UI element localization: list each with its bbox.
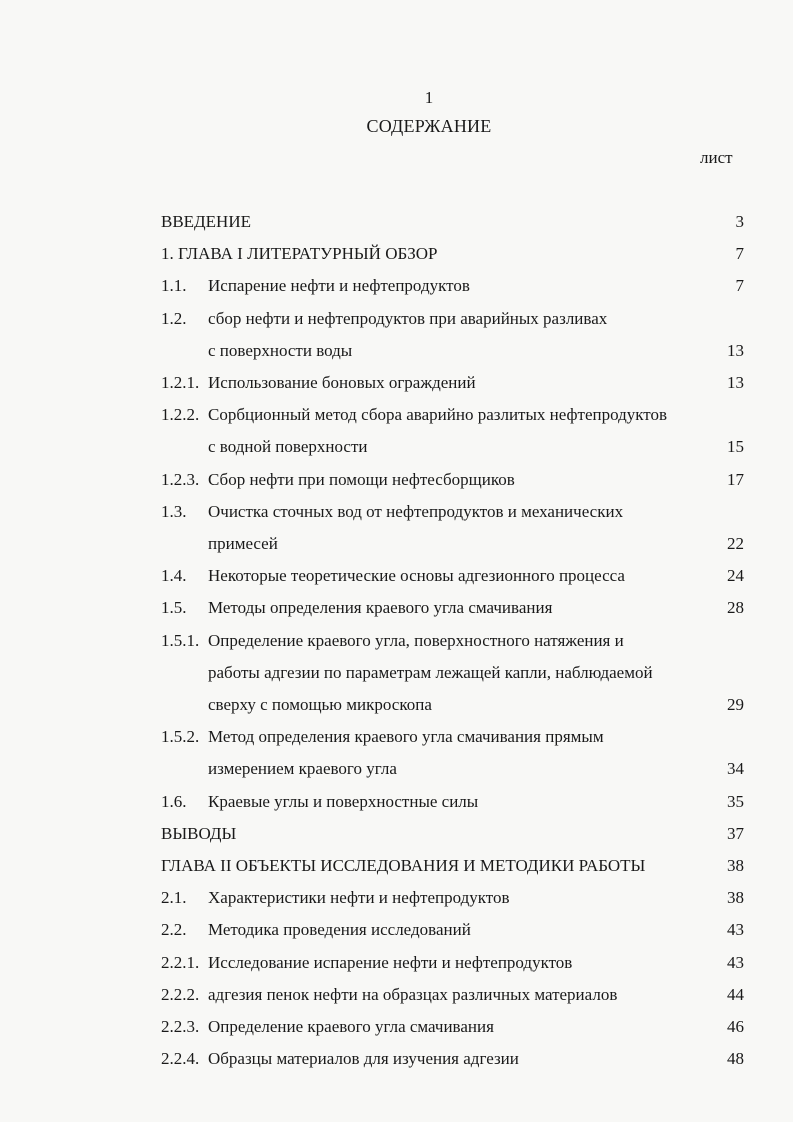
toc-entry-text: 1. ГЛАВА I ЛИТЕРАТУРНЫЙ ОБЗОР (161, 244, 438, 264)
toc-entry-number: 1.2. (161, 308, 187, 328)
toc-entry-page: 3 (735, 212, 744, 231)
page-number: 1 (424, 88, 434, 107)
toc-entry-text: Методы определения краевого угла смачивания (208, 598, 553, 618)
toc-entry-page: 37 (727, 823, 744, 843)
toc-entry-line (161, 918, 471, 942)
toc-entry-line (208, 693, 432, 717)
toc-entry-text: сверху с помощью микроскопа (208, 695, 432, 714)
toc-entry-line (161, 403, 667, 427)
toc-entry-page: 13 (727, 340, 744, 360)
toc-entry-page: 35 (727, 791, 744, 811)
toc-entry-number: 1.5.2. (161, 727, 200, 747)
toc-entry-text: ГЛАВА II ОБЪЕКТЫ ИССЛЕДОВАНИЯ И МЕТОДИКИ РАБОТЫ (161, 856, 646, 875)
toc-entry-text: Методика проведения исследований (208, 920, 471, 940)
toc-entry-line (161, 790, 478, 814)
toc-entry-page: 24 (727, 566, 744, 586)
toc-entry-number: 2.2.4. (161, 1049, 200, 1069)
toc-entry-line (208, 757, 397, 781)
toc-entry-text: Сорбционный метод сбора аварийно разлитых нефтепродуктов (208, 405, 668, 425)
toc-entry-text: измерением краевого угла (208, 759, 397, 779)
toc-entry-line (208, 435, 367, 459)
toc-entry-line (161, 629, 624, 653)
toc-entry-line (161, 242, 438, 266)
toc-entry-page: 38 (727, 856, 744, 875)
toc-entry-text: работы адгезии по параметрам лежащей капли, наблюдаемой (208, 662, 653, 682)
toc-entry-page: 28 (727, 598, 744, 618)
toc-entry-line (208, 661, 653, 685)
toc-entry-number: 2.2.2. (161, 984, 200, 1004)
toc-entry-line (161, 500, 623, 524)
toc-entry-line (161, 886, 510, 910)
page-title: СОДЕРЖАНИЕ (366, 116, 492, 136)
toc-entry-text: ВЫВОДЫ (161, 823, 237, 843)
toc-entry-line (161, 1015, 494, 1039)
toc-entry-text: Краевые углы и поверхностные силы (208, 791, 479, 811)
toc-entry-number: 1.1. (161, 276, 187, 296)
toc-entry-text: примесей (208, 534, 278, 553)
toc-entry-page: 44 (727, 984, 744, 1004)
toc-entry-number: 1.4. (161, 566, 187, 586)
toc-entry-page: 46 (727, 1017, 744, 1036)
toc-entry-line (208, 532, 278, 556)
toc-entry-text: Испарение нефти и нефтепродуктов (208, 276, 470, 296)
toc-entry-page: 29 (727, 695, 744, 714)
toc-entry-line (161, 274, 470, 298)
toc-entry-number: 2.1. (161, 888, 187, 908)
toc-entry-number: 1.2.1. (161, 373, 200, 392)
toc-entry-number: 2.2. (161, 920, 187, 940)
toc-entry-number: 1.2.2. (161, 405, 200, 425)
toc-entry-page: 7 (735, 244, 744, 264)
toc-entry-text: Очистка сточных вод от нефтепродуктов и механических (208, 501, 624, 521)
toc-entry-text: с водной поверхности (208, 437, 368, 457)
toc-entry-text: Метод определения краевого угла смачивания прямым (208, 727, 604, 747)
toc-entry-text: Использование боновых ограждений (208, 373, 476, 392)
toc-entry-number: 2.2.1. (161, 952, 200, 972)
toc-entry-page: 22 (727, 534, 744, 553)
toc-entry-line (161, 210, 251, 234)
toc-entry-text: ВВЕДЕНИЕ (161, 212, 251, 231)
toc-entry-number: 1.3. (161, 501, 187, 521)
toc-entry-text: Некоторые теоретические основы адгезионного процесса (208, 566, 625, 586)
toc-entry-text: Сбор нефти при помощи нефтесборщиков (208, 469, 515, 489)
toc-entry-line (161, 468, 515, 492)
toc-entry-number: 1.2.3. (161, 469, 200, 489)
toc-entry-line (208, 339, 352, 363)
toc-entry-line (161, 307, 607, 331)
toc-entry-text: Исследование испарение нефти и нефтепродуктов (208, 952, 573, 972)
toc-entry-line (161, 371, 476, 395)
toc-entry-line (161, 596, 552, 620)
toc-entry-text: Характеристики нефти и нефтепродуктов (208, 888, 510, 908)
toc-entry-page: 43 (727, 952, 744, 972)
toc-entry-page: 13 (727, 373, 744, 392)
toc-entry-number: 1.6. (161, 791, 187, 811)
toc-entry-line (161, 822, 236, 846)
toc-entry-number: 1.5.1. (161, 630, 200, 650)
toc-entry-line (161, 983, 617, 1007)
toc-entry-text: Образцы материалов для изучения адгезии (208, 1049, 519, 1069)
toc-entry-page: 48 (727, 1049, 744, 1069)
toc-entry-text: сбор нефти и нефтепродуктов при аварийных разливах (208, 308, 608, 328)
toc-entry-number: 2.2.3. (161, 1017, 200, 1036)
toc-entry-line (161, 564, 625, 588)
toc-entry-page: 43 (727, 920, 744, 940)
toc-entry-line (161, 854, 645, 878)
toc-entry-page: 15 (727, 437, 744, 457)
sheet-column-label: лист (700, 148, 733, 167)
toc-entry-text: Определение краевого угла смачивания (208, 1017, 494, 1036)
toc-entry-page: 7 (735, 276, 744, 296)
toc-entry-line (161, 1047, 519, 1071)
toc-entry-text: Определение краевого угла, поверхностного натяжения и (208, 630, 624, 650)
toc-entry-line (161, 951, 572, 975)
toc-entry-text: с поверхности воды (208, 340, 353, 360)
toc-entry-text: адгезия пенок нефти на образцах различных материалов (208, 984, 618, 1004)
toc-entry-number: 1.5. (161, 598, 187, 618)
toc-entry-page: 38 (727, 888, 744, 908)
toc-entry-line (161, 725, 604, 749)
toc-entry-page: 17 (727, 469, 744, 489)
toc-entry-page: 34 (727, 759, 744, 779)
